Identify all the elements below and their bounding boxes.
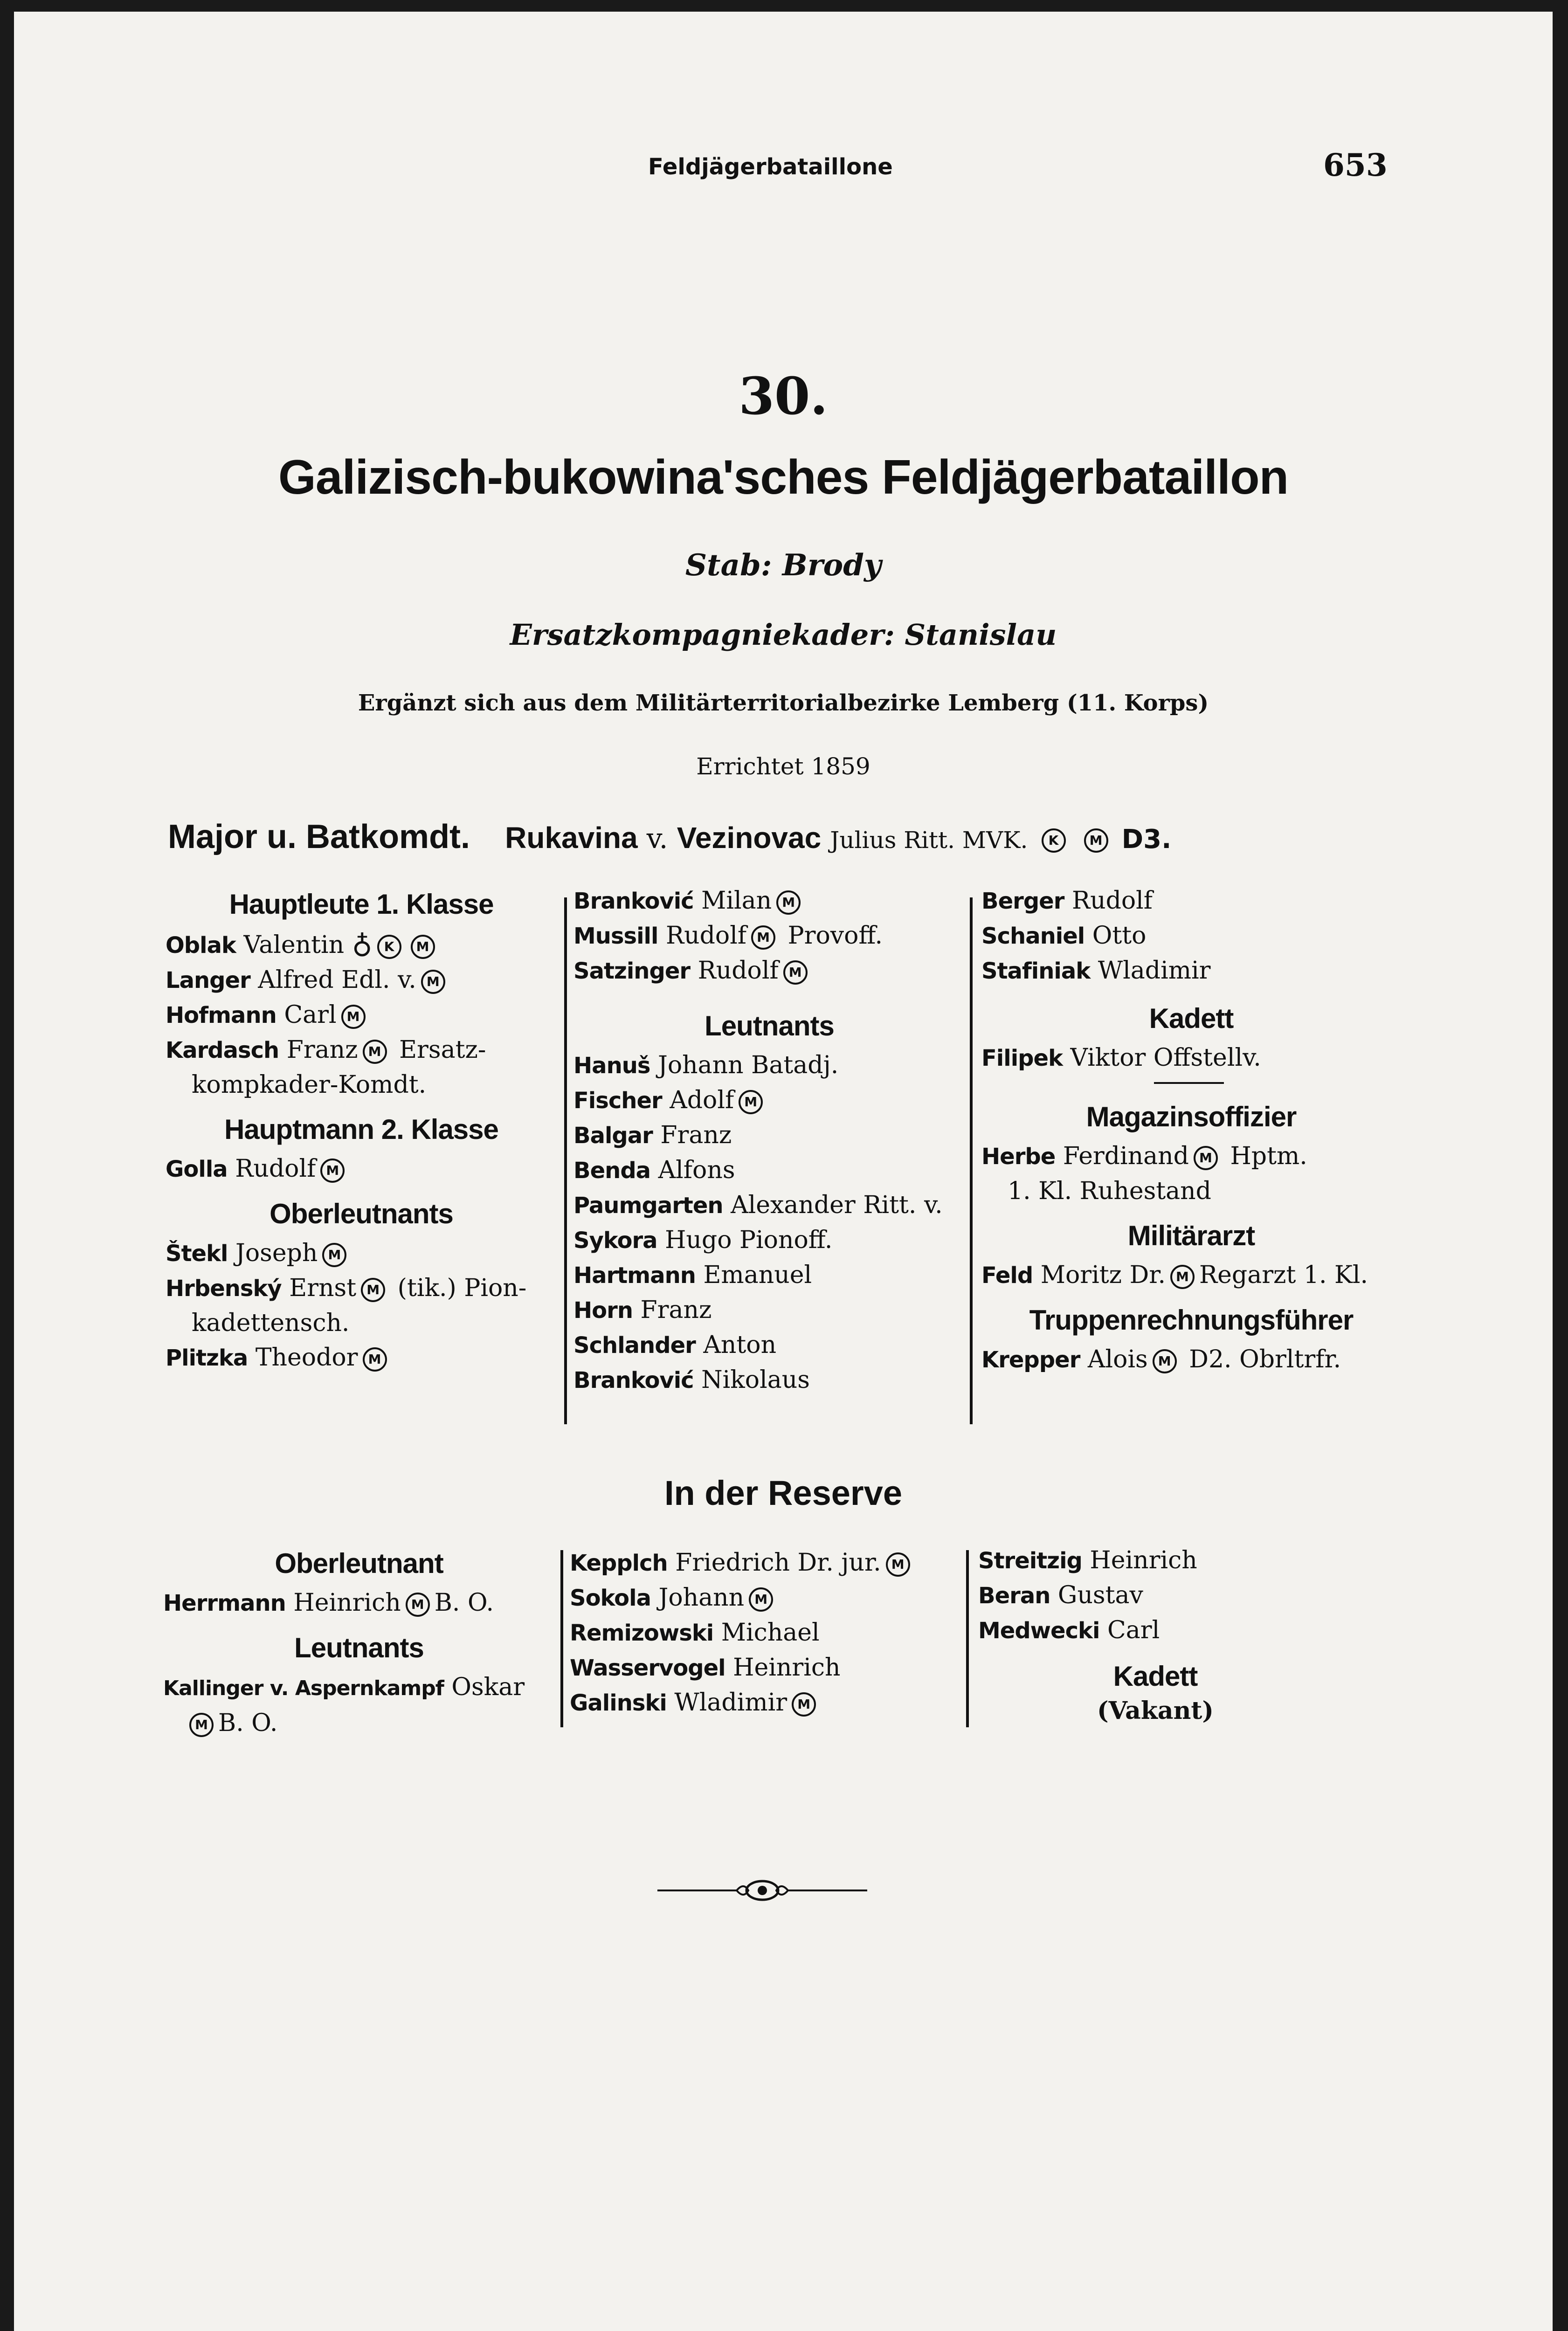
list-item — [573, 1048, 965, 1083]
list-item — [573, 1083, 965, 1118]
list-item: Wasservogel Heinrich — [570, 1654, 841, 1682]
decoration-mark: M — [1153, 1349, 1177, 1373]
heading-hauptmann: Hauptmann 2. Klasse — [224, 1114, 498, 1145]
list-item: Streitzig Heinrich — [978, 1546, 1197, 1574]
list-item: Langer Alfred Edl. v. M — [166, 963, 557, 998]
officer-details: Alexander Ritt. v. — [731, 1191, 943, 1219]
officer-surname: Hartmann — [573, 1262, 696, 1289]
officer-details: Alfons — [658, 1156, 735, 1184]
list-item: Branković Milan M — [573, 883, 965, 918]
short-rule — [1154, 1082, 1224, 1084]
list-item-continuation: 1. Kl. Ruhestand — [1008, 1177, 1211, 1205]
decoration-mark: M — [421, 970, 445, 994]
list-item — [573, 1328, 965, 1363]
column-divider — [970, 897, 973, 1424]
commander-line — [168, 816, 1171, 861]
decoration-mark: M — [406, 1593, 430, 1617]
officer-surname: Hanuš — [573, 1053, 650, 1079]
officer-surname: Benda — [573, 1158, 651, 1184]
decoration-mark: M — [886, 1552, 910, 1577]
order-symbol-icon: ♁ — [352, 927, 373, 960]
list-item: Štekl Joseph M — [166, 1236, 557, 1271]
list-item: Schaniel Otto — [981, 922, 1147, 950]
list-item — [573, 1118, 965, 1153]
officer-details: Emanuel — [703, 1261, 812, 1289]
military-merit-mark: K — [1042, 828, 1066, 853]
commander-rest: Julius Ritt. MVK. — [830, 827, 1028, 854]
list-item-continuation: kadettensch. — [192, 1309, 350, 1337]
column-divider — [560, 1550, 563, 1727]
officer-surname: Paumgarten — [573, 1193, 723, 1219]
heading-kadett: Kadett — [1149, 1003, 1234, 1034]
decoration-mark: M — [363, 1347, 387, 1372]
list-item: Hofmann Carl M — [166, 998, 557, 1033]
officer-surname: Balgar — [573, 1123, 653, 1149]
commander-particle: v. — [646, 822, 668, 855]
list-item: Stafiniak Wladimir — [981, 957, 1211, 985]
decoration-mark: M — [363, 1040, 387, 1064]
reserve-heading: In der Reserve — [664, 1474, 903, 1512]
battalion-name: Galizisch-bukowina'sches Feldjägerbataillon — [278, 450, 1289, 504]
commander-name: Rukavina — [505, 821, 638, 855]
active-column-2 — [573, 883, 965, 1398]
list-item: Krepper Alois M D2. Obrltrfr. — [981, 1345, 1341, 1373]
officer-details: Anton — [703, 1331, 777, 1359]
column-divider — [564, 897, 567, 1424]
list-item: Medwecki Carl — [978, 1616, 1160, 1644]
decoration-mark: M — [320, 1159, 345, 1183]
list-item: Kepplch Friedrich Dr. jur. M — [570, 1545, 961, 1580]
list-item-continuation: M B. O. — [163, 1706, 555, 1740]
list-item: Beran Gustav — [978, 1581, 1143, 1609]
list-item: Oblak Valentin ♁ K M — [166, 926, 557, 963]
list-item: Herrmann Heinrich M B. O. — [163, 1589, 494, 1617]
active-column-1 — [166, 883, 557, 1375]
officer-surname: Branković — [573, 1367, 694, 1393]
list-item: Feld Moritz Dr. M Regarzt 1. Kl. — [981, 1261, 1368, 1289]
heading-leutnants: Leutnants — [294, 1632, 424, 1663]
stab-line: Stab: Brody — [685, 548, 882, 583]
leutnants-list — [573, 1048, 965, 1398]
decoration-mark: M — [341, 1005, 366, 1029]
heading-oberleutnant: Oberleutnant — [275, 1548, 443, 1579]
officer-details: Johann Batadj. — [658, 1051, 839, 1079]
ersatz-line: Ersatzkompagniekader: Stanislau — [510, 618, 1057, 652]
officer-details: Franz — [640, 1296, 712, 1324]
list-item — [573, 1188, 965, 1223]
list-item — [573, 1223, 965, 1258]
reserve-column-2 — [570, 1545, 961, 1720]
reserve-column-3 — [978, 1543, 1333, 1728]
officer-surname: Schlander — [573, 1332, 696, 1359]
list-item: Berger Rudolf — [981, 887, 1153, 915]
list-item: Sokola Johann M — [570, 1580, 961, 1615]
list-item: Herbe Ferdinand M Hptm. — [981, 1142, 1307, 1170]
active-column-3 — [981, 883, 1401, 1377]
list-item — [573, 1293, 965, 1328]
commander-surname: Vezinovac — [677, 821, 822, 855]
decoration-mark: M — [739, 1090, 763, 1114]
heading-militararzt: Militärarzt — [1127, 1220, 1255, 1251]
commander-decoration: D3. — [1121, 824, 1172, 855]
commander-rank: Major u. Batkomdt. — [168, 818, 470, 855]
heading-hauptleute: Hauptleute 1. Klasse — [229, 889, 494, 920]
list-item: Kardasch Franz M Ersatz- — [166, 1036, 486, 1064]
page-number: 653 — [1323, 147, 1388, 183]
list-item — [573, 1363, 965, 1398]
ornament-divider-icon — [657, 1876, 867, 1904]
decoration-mark: M — [783, 960, 808, 985]
heading-oberleutnants: Oberleutnants — [269, 1198, 453, 1229]
heading-magazinsoffizier: Magazinsoffizier — [1086, 1101, 1297, 1132]
reserve-column-1 — [163, 1536, 555, 1740]
list-item — [573, 1258, 965, 1293]
officer-details: Adolf — [670, 1086, 734, 1114]
decoration-mark: K — [377, 935, 401, 959]
vacancy-note: (Vakant) — [1097, 1697, 1214, 1725]
list-item: Galinski Wladimir M — [570, 1685, 961, 1720]
officer-details: Franz — [660, 1121, 732, 1149]
heading-leutnants: Leutnants — [705, 1010, 834, 1041]
officer-surname: Horn — [573, 1297, 633, 1324]
decoration-mark: M — [361, 1278, 385, 1302]
decoration-mark: M — [1170, 1265, 1195, 1289]
decoration-mark: M — [749, 1587, 773, 1612]
book-page — [14, 12, 1553, 2331]
decoration-mark: M — [776, 890, 801, 915]
officer-details: Hugo Pionoff. — [665, 1226, 833, 1254]
list-item: Remizowski Michael — [570, 1619, 820, 1647]
list-item: Mussill Rudolf M Provoff. — [573, 922, 883, 950]
decoration-mark: M — [189, 1713, 214, 1737]
military-merit-mark: M — [1084, 828, 1108, 853]
decoration-mark: M — [751, 925, 775, 950]
list-item — [573, 1153, 965, 1188]
running-title: Feldjägerbataillone — [648, 154, 893, 180]
officer-surname: Sykora — [573, 1228, 657, 1254]
list-item: Hrbenský Ernst M (tik.) Pion- — [166, 1274, 527, 1302]
decoration-mark: M — [322, 1243, 346, 1267]
decoration-mark: M — [1194, 1146, 1218, 1170]
decoration-mark: M — [792, 1692, 816, 1717]
heading-kadett: Kadett — [1113, 1661, 1198, 1692]
decoration-mark: M — [411, 935, 435, 959]
section-number: 30. — [739, 366, 828, 426]
officer-details: Nikolaus — [701, 1366, 810, 1394]
errichtet-line: Errichtet 1859 — [696, 753, 870, 780]
heading-truppenrechnungsfuhrer: Truppenrechnungsführer — [1029, 1304, 1354, 1336]
list-item: Golla Rudolf M — [166, 1152, 557, 1186]
officer-surname: Fischer — [573, 1088, 662, 1114]
column-divider — [966, 1550, 969, 1727]
list-item: Filipek Viktor Offstellv. — [981, 1044, 1261, 1072]
list-item: Plitzka Theodor M — [166, 1340, 557, 1375]
list-item: Satzinger Rudolf M — [573, 953, 965, 988]
list-item: Kallinger v. Aspernkampf Oskar — [163, 1673, 525, 1701]
list-item-continuation: kompkader-Komdt. — [192, 1071, 427, 1099]
erganzt-line: Ergänzt sich aus dem Militärterritorialbezirke Lemberg (11. Korps) — [358, 690, 1209, 716]
